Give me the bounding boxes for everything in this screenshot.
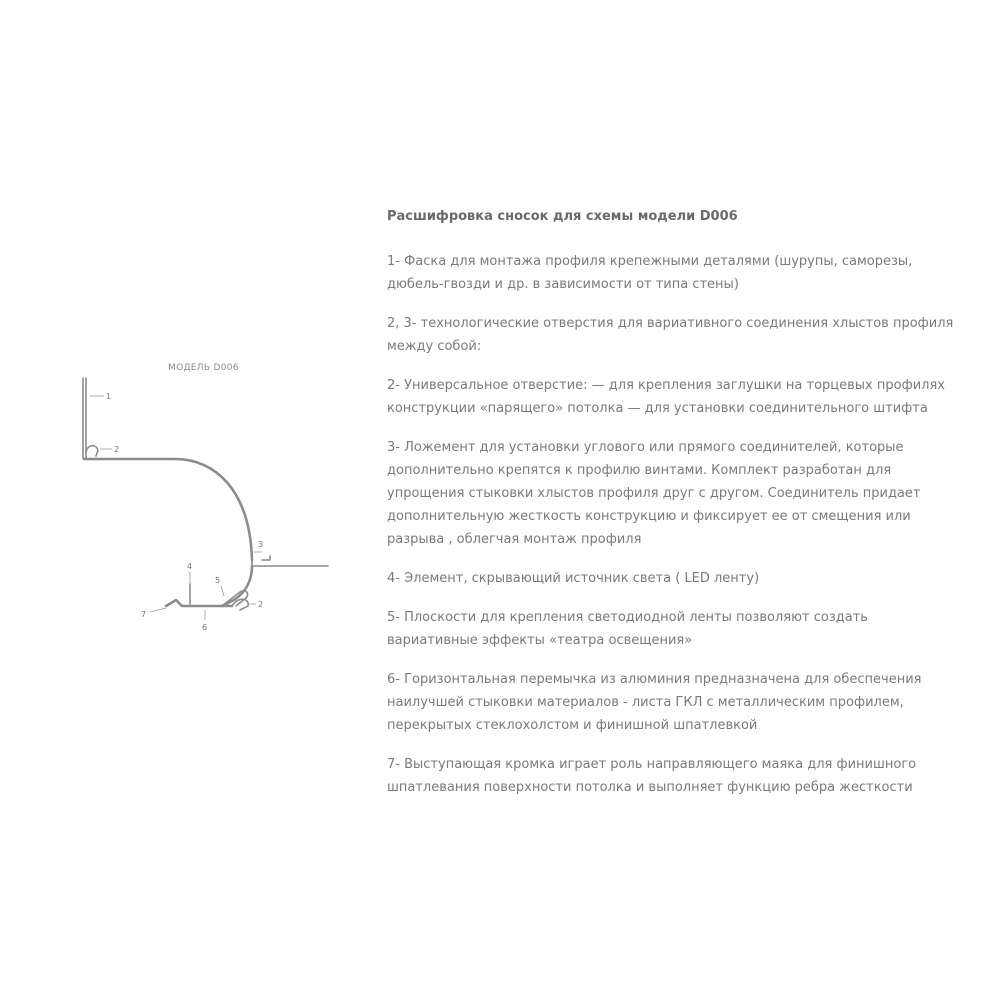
legend-line: 5- Плоскости для крепления светодиодной ленты позволяют создать xyxy=(387,610,868,625)
legend-item xyxy=(387,250,977,296)
legend-line: вариативные эффекты «театра освещения» xyxy=(387,633,693,648)
callout-7 xyxy=(141,608,166,619)
legend-heading: Расшифровка сносок для схемы модели D006 xyxy=(387,209,738,224)
callout-3 xyxy=(254,540,263,552)
callout-2-top xyxy=(100,445,119,454)
profile-outline xyxy=(83,378,328,610)
legend-items xyxy=(387,250,977,799)
svg-text:5: 5 xyxy=(215,576,221,585)
legend-line: 7- Выступающая кромка играет роль направляющего маяка для финишного xyxy=(387,757,917,772)
svg-text:6: 6 xyxy=(202,623,208,632)
legend-line: наилучшей стыковки материалов - листа ГКЛ с металлическим профилем, xyxy=(387,695,904,710)
legend-line: между собой: xyxy=(387,339,482,354)
legend-line: 6- Горизонтальная перемычка из алюминия предназначена для обеспечения xyxy=(387,672,922,687)
svg-text:1: 1 xyxy=(106,392,112,401)
legend-line: шпатлевания поверхности потолка и выполняет функцию ребра жесткости xyxy=(387,780,913,795)
callout-6 xyxy=(202,610,207,632)
legend-item xyxy=(387,374,977,420)
callout-1 xyxy=(90,392,111,401)
svg-text:4: 4 xyxy=(187,562,193,571)
legend-line: 3- Ложемент для установки углового или прямого соединителей, которые xyxy=(387,440,904,455)
diagram-title: МОДЕЛЬ D006 xyxy=(168,363,239,373)
legend-line: 4- Элемент, скрывающий источник света ( LED ленту) xyxy=(387,571,760,586)
callout-2-bottom xyxy=(248,600,263,609)
legend-item xyxy=(387,753,977,799)
callout-5 xyxy=(215,576,224,596)
legend-item xyxy=(387,436,977,551)
callout-4 xyxy=(187,562,192,584)
legend-line: 2, 3- технологические отверстия для вариативного соединения хлыстов профиля xyxy=(387,316,954,331)
legend-item xyxy=(387,668,977,737)
legend-line: дополнительную жесткость конструкцию и фиксирует ее от смещения или xyxy=(387,509,911,524)
svg-text:3: 3 xyxy=(258,540,264,549)
svg-text:2: 2 xyxy=(258,600,264,609)
legend-line: конструкции «парящего» потолка — для установки соединительного штифта xyxy=(387,401,928,416)
legend-item xyxy=(387,567,977,590)
legend-line: разрыва , облегчая монтаж профиля xyxy=(387,532,642,547)
legend-line: упрощения стыковки хлыстов профиля друг с другом. Соединитель придает xyxy=(387,486,921,501)
legend-line: дюбель-гвозди и др. в зависимости от типа стены) xyxy=(387,277,739,292)
svg-text:2: 2 xyxy=(114,445,120,454)
legend-item xyxy=(387,606,977,652)
legend-item xyxy=(387,312,977,358)
legend xyxy=(387,208,977,815)
legend-line: перекрытых стеклохолстом и финишной шпатлевкой xyxy=(387,718,758,733)
legend-line: 2- Универсальное отверстие: — для крепления заглушки на торцевых профилях xyxy=(387,378,945,393)
legend-line: 1- Фаска для монтажа профиля крепежными деталями (шурупы, саморезы, xyxy=(387,254,913,269)
legend-line: дополнительно крепятся к профилю винтами. Комплект разработан для xyxy=(387,463,892,478)
svg-text:7: 7 xyxy=(141,610,147,619)
